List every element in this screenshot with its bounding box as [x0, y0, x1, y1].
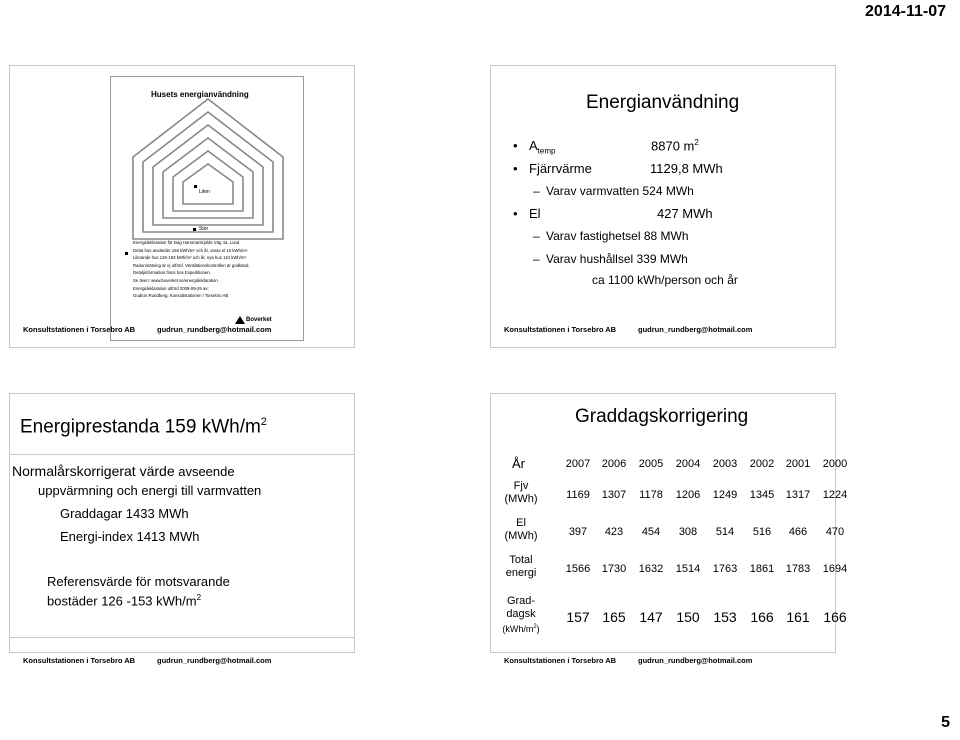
table-cell: 150 — [676, 609, 700, 625]
table-cell: 423 — [604, 526, 624, 538]
poster-text-line: Energideklaration för Dag Hammarskjölds Väg 4a, Lund — [133, 240, 240, 245]
row-label-total: Total energi — [505, 554, 537, 579]
hushallsel-line: Varav hushållsel 339 MWh — [546, 252, 688, 266]
atemp-value: 8870 $m^2$ — [651, 138, 699, 154]
house-outline-3 — [153, 125, 263, 225]
poster-text-line: Liknande hus 126-153 kWh/m² och år, nya hus 110 kWh/m². — [133, 255, 248, 261]
dash-hushallsel: – — [533, 252, 540, 266]
el-value: 427 MWh — [657, 206, 713, 221]
varmvatten-line: Varav varmvatten 524 MWh — [546, 184, 694, 198]
row-label-el: El (MWh) — [504, 517, 538, 542]
fjarrvarme-value: 1129,8 MWh — [650, 161, 723, 176]
year-cell: 2003 — [712, 458, 738, 470]
slide-2-footer — [490, 325, 836, 337]
label-liten: Liten — [199, 189, 210, 195]
poster-text-line: Detaljinformation finns hos Expeditionen. — [133, 270, 211, 276]
table-cell: 514 — [715, 526, 735, 538]
fjarrvarme-label: Fjärrvärme — [529, 161, 592, 176]
table-cell: 454 — [641, 526, 661, 538]
table-cell: 1632 — [638, 563, 664, 575]
boverket-brand: Boverket — [246, 317, 272, 323]
atemp-label: $A_{temp}$ — [529, 138, 556, 156]
footer-company: Konsultstationen i Torsebro AB — [23, 325, 136, 334]
poster-declaration-text — [133, 239, 298, 300]
table-cell: 397 — [568, 526, 588, 538]
house-marker-stor — [193, 228, 196, 231]
year-cell: 2006 — [601, 458, 627, 470]
table-cell: 1566 — [565, 563, 591, 575]
slide-1 — [9, 65, 355, 348]
table-cell: 147 — [639, 609, 663, 625]
slide-4-title: Graddagskorrigering — [575, 406, 749, 427]
year-cell: 2002 — [749, 458, 775, 470]
normalar-line: Normalårskorrigerat värde avseende — [12, 463, 235, 479]
slide-1-footer — [9, 325, 355, 337]
poster-title: Husets energianvändning — [151, 90, 249, 99]
table-cell: 1224 — [822, 489, 848, 501]
table-cell: 157 — [566, 609, 590, 625]
poster-text-line: Detta hus använder 159 kWh/m² och år, varav el 10 kWh/m². — [133, 247, 249, 253]
energiindex-line: Energi-index 1413 MWh — [60, 529, 200, 544]
page-date: 2014-11-07 — [865, 3, 946, 20]
year-cell: 2004 — [675, 458, 701, 470]
slide-3-title: Energiprestanda 159 kWh/$m^2$ — [20, 416, 267, 438]
el-label: El — [529, 206, 541, 221]
house-marker-current — [125, 252, 128, 255]
bullet-atemp: • — [513, 138, 518, 153]
page-number: 5 — [941, 714, 950, 731]
footer-company: Konsultstationen i Torsebro AB — [504, 325, 617, 334]
poster-text-line: Energideklaration utförd 2008-09-29 av: — [133, 285, 209, 291]
poster-text-line: Radonmätning är ej utförd. Ventilationskontrollen är godkänd. — [133, 262, 250, 268]
slide-2-title: Energianvändning — [586, 92, 740, 113]
year-cell: 2000 — [822, 458, 848, 470]
boverket-logo-icon — [235, 316, 245, 324]
house-marker-liten — [194, 185, 197, 188]
row-label-fjv: Fjv (MWh) — [504, 480, 538, 505]
slide-3-footer — [9, 656, 355, 668]
degree-day-table — [491, 394, 848, 654]
table-cell: 1694 — [822, 563, 848, 575]
bostader-line: bostäder 126 -153 kWh/$m^2$ — [47, 593, 202, 609]
row-label-graddagsk: Grad- dagsk $(kWh/m^2)$ — [502, 595, 540, 634]
energy-declaration-poster — [110, 76, 304, 341]
house-outline-6 — [183, 164, 233, 204]
table-cell: 166 — [823, 609, 847, 625]
uppvarmning-line: uppvärmning och energi till varmvatten — [38, 483, 262, 498]
table-cell: 1345 — [749, 489, 775, 501]
poster-text-line: Gudrun Rundberg, Konsultstationen i Torsebro AB — [133, 293, 229, 299]
footer-email: gudrun_rundberg@hotmail.com — [638, 656, 753, 665]
table-cell: 165 — [602, 609, 626, 625]
table-cell: 1783 — [785, 563, 811, 575]
footer-email: gudrun_rundberg@hotmail.com — [157, 656, 272, 665]
table-cell: 1317 — [785, 489, 811, 501]
year-cell: 2001 — [785, 458, 811, 470]
table-cell: 166 — [750, 609, 774, 625]
table-cell: 1307 — [601, 489, 627, 501]
table-cell: 153 — [713, 609, 737, 625]
footer-company: Konsultstationen i Torsebro AB — [504, 656, 617, 665]
slide-2 — [490, 65, 836, 348]
table-cell: 1730 — [601, 563, 627, 575]
fastighetsel-line: Varav fastighetsel 88 MWh — [546, 229, 689, 243]
bullet-el: • — [513, 206, 518, 221]
slide-3 — [9, 393, 355, 653]
footer-email: gudrun_rundberg@hotmail.com — [157, 325, 272, 334]
table-cell: 1169 — [566, 489, 590, 501]
dash-fastighetsel: – — [533, 229, 540, 243]
house-diagram — [111, 77, 305, 342]
slide-3-content — [10, 454, 355, 638]
footer-company: Konsultstationen i Torsebro AB — [23, 656, 136, 665]
slide-4 — [490, 393, 848, 653]
table-cell: 1861 — [749, 563, 775, 575]
dash-varmvatten: – — [533, 184, 540, 198]
table-cell: 308 — [678, 526, 698, 538]
table-cell: 1763 — [712, 563, 738, 575]
label-stor: Stor — [199, 226, 209, 232]
referens-line: Referensvärde för motsvarande — [47, 574, 230, 589]
per-person-line: ca 1100 kWh/person och år — [592, 273, 738, 287]
bullet-fjarrvarme: • — [513, 161, 518, 176]
slide-4-footer — [490, 656, 836, 668]
poster-text-line: Se även: www.boverket.se/energideklaration — [133, 277, 218, 283]
table-cell: 1206 — [675, 489, 701, 501]
table-cell: 1514 — [675, 563, 701, 575]
year-header: År — [512, 456, 525, 471]
footer-email: gudrun_rundberg@hotmail.com — [638, 325, 753, 334]
table-cell: 1178 — [639, 489, 663, 501]
year-cell: 2005 — [638, 458, 664, 470]
table-cell: 516 — [752, 526, 772, 538]
table-cell: 161 — [786, 609, 810, 625]
year-cell: 2007 — [565, 458, 591, 470]
table-cell: 1249 — [712, 489, 738, 501]
graddagar-line: Graddagar 1433 MWh — [60, 506, 189, 521]
table-cell: 466 — [788, 526, 808, 538]
table-cell: 470 — [825, 526, 845, 538]
